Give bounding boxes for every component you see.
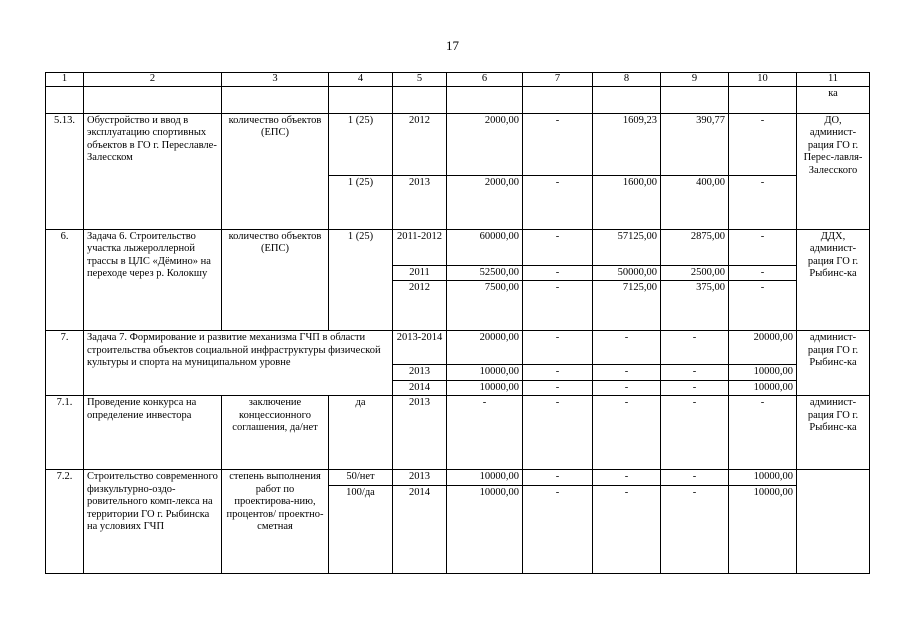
col8-cell: - xyxy=(593,485,661,573)
value-cell: 50/нет xyxy=(329,470,393,486)
table-row xyxy=(46,229,870,265)
year-cell: 2013 xyxy=(393,175,447,229)
year-cell: 2012 xyxy=(393,113,447,175)
total-cell: 7500,00 xyxy=(447,281,523,331)
col7-cell: - xyxy=(523,380,593,396)
col10-cell: - xyxy=(729,113,797,175)
value-cell: 1 (25) xyxy=(329,229,393,331)
col9-cell: - xyxy=(661,396,729,470)
year-cell: 2012 xyxy=(393,281,447,331)
table-row xyxy=(46,113,870,175)
header-cell: 8 xyxy=(593,73,661,87)
col9-cell: 400,00 xyxy=(661,175,729,229)
indicator-cell: заключение концессионного соглашения, да/нет xyxy=(222,396,329,470)
col8-cell: 1600,00 xyxy=(593,175,661,229)
col10-cell: 10000,00 xyxy=(729,365,797,381)
item-number: 6. xyxy=(46,229,84,331)
executor-cell: админист-рация ГО г. Рыбинс-ка xyxy=(797,331,870,396)
col10-cell: - xyxy=(729,396,797,470)
col8-cell: - xyxy=(593,380,661,396)
year-cell: 2011-2012 xyxy=(393,229,447,265)
col8-cell: 50000,00 xyxy=(593,265,661,281)
item-number: 7.1. xyxy=(46,396,84,470)
item-number: 5.13. xyxy=(46,113,84,229)
executor-cell: ДДХ, админист-рация ГО г. Рыбинс-ка xyxy=(797,229,870,331)
col10-cell: 10000,00 xyxy=(729,470,797,486)
col10-cell: 20000,00 xyxy=(729,331,797,365)
header-cell: 6 xyxy=(447,73,523,87)
item-name: Задача 6. Строительство участка лыжероллерной трассы в ЦЛС «Дёмино» на переходе через р. Колокшу xyxy=(84,229,222,331)
col7-cell: - xyxy=(523,281,593,331)
year-cell: 2011 xyxy=(393,265,447,281)
col10-cell: - xyxy=(729,229,797,265)
table-row xyxy=(46,331,870,365)
executor-cell: ка xyxy=(797,86,870,113)
col9-cell: 390,77 xyxy=(661,113,729,175)
table-row xyxy=(46,396,870,470)
col8-cell: - xyxy=(593,396,661,470)
header-cell: 7 xyxy=(523,73,593,87)
col9-cell: - xyxy=(661,470,729,486)
header-cell: 9 xyxy=(661,73,729,87)
page-number: 17 xyxy=(446,38,459,53)
indicator-cell: количество объектов (ЕПС) xyxy=(222,113,329,229)
executor-cell xyxy=(797,470,870,574)
col9-cell: 2875,00 xyxy=(661,229,729,265)
table-row xyxy=(46,470,870,486)
year-cell: 2013-2014 xyxy=(393,331,447,365)
total-cell: 20000,00 xyxy=(447,331,523,365)
year-cell: 2014 xyxy=(393,485,447,573)
year-cell: 2013 xyxy=(393,396,447,470)
total-cell: 10000,00 xyxy=(447,485,523,573)
header-cell: 2 xyxy=(84,73,222,87)
total-cell: 10000,00 xyxy=(447,365,523,381)
col8-cell: - xyxy=(593,365,661,381)
value-cell: 1 (25) xyxy=(329,175,393,229)
col7-cell: - xyxy=(523,175,593,229)
col10-cell: - xyxy=(729,175,797,229)
item-name: Задача 7. Формирование и развитие механизма ГЧП в области строительства объектов социальной инфраструктуры физической культуры и спорта на муниципальном уровне xyxy=(84,331,393,396)
col7-cell: - xyxy=(523,265,593,281)
col8-cell: 7125,00 xyxy=(593,281,661,331)
item-name: Строительство современного физкультурно-оздо-ровительного комп-лекса на территории ГО г. Рыбинска на условиях ГЧП xyxy=(84,470,222,574)
header-cell: 5 xyxy=(393,73,447,87)
col8-cell: 1609,23 xyxy=(593,113,661,175)
header-cell: 11 xyxy=(797,73,870,87)
col10-cell: 10000,00 xyxy=(729,485,797,573)
col8-cell: - xyxy=(593,331,661,365)
col7-cell: - xyxy=(523,470,593,486)
value-cell: да xyxy=(329,396,393,470)
year-cell: 2013 xyxy=(393,365,447,381)
col9-cell: - xyxy=(661,365,729,381)
col9-cell: 375,00 xyxy=(661,281,729,331)
col10-cell: - xyxy=(729,265,797,281)
header-cell: 10 xyxy=(729,73,797,87)
total-cell: 10000,00 xyxy=(447,380,523,396)
value-cell: 100/да xyxy=(329,485,393,573)
total-cell: - xyxy=(447,396,523,470)
header-cell: 1 xyxy=(46,73,84,87)
year-cell: 2013 xyxy=(393,470,447,486)
total-cell: 10000,00 xyxy=(447,470,523,486)
item-number: 7. xyxy=(46,331,84,396)
total-cell: 52500,00 xyxy=(447,265,523,281)
executor-cell: ДО, админист-рация ГО г. Перес-лавля-Залесского xyxy=(797,113,870,229)
total-cell: 2000,00 xyxy=(447,113,523,175)
item-number: 7.2. xyxy=(46,470,84,574)
header-row xyxy=(46,73,870,87)
col9-cell: 2500,00 xyxy=(661,265,729,281)
header-cell: 4 xyxy=(329,73,393,87)
col9-cell: - xyxy=(661,331,729,365)
col7-cell: - xyxy=(523,331,593,365)
col8-cell: 57125,00 xyxy=(593,229,661,265)
col8-cell: - xyxy=(593,470,661,486)
col7-cell: - xyxy=(523,485,593,573)
col9-cell: - xyxy=(661,380,729,396)
indicator-cell: количество объектов (ЕПС) xyxy=(222,229,329,331)
value-cell: 1 (25) xyxy=(329,113,393,175)
item-name: Проведение конкурса на определение инвестора xyxy=(84,396,222,470)
executor-cell: админист-рация ГО г. Рыбинс-ка xyxy=(797,396,870,470)
col7-cell: - xyxy=(523,229,593,265)
col7-cell: - xyxy=(523,396,593,470)
total-cell: 2000,00 xyxy=(447,175,523,229)
col9-cell: - xyxy=(661,485,729,573)
year-cell: 2014 xyxy=(393,380,447,396)
col7-cell: - xyxy=(523,365,593,381)
total-cell: 60000,00 xyxy=(447,229,523,265)
header-cell: 3 xyxy=(222,73,329,87)
col10-cell: 10000,00 xyxy=(729,380,797,396)
program-table xyxy=(45,72,870,574)
continuation-row xyxy=(46,86,870,113)
item-name: Обустройство и ввод в эксплуатацию спортивных объектов в ГО г. Переславле-Залесском xyxy=(84,113,222,229)
indicator-cell: степень выполнения работ по проектирова-нию, процентов/ проектно-сметная xyxy=(222,470,329,574)
col10-cell: - xyxy=(729,281,797,331)
col7-cell: - xyxy=(523,113,593,175)
